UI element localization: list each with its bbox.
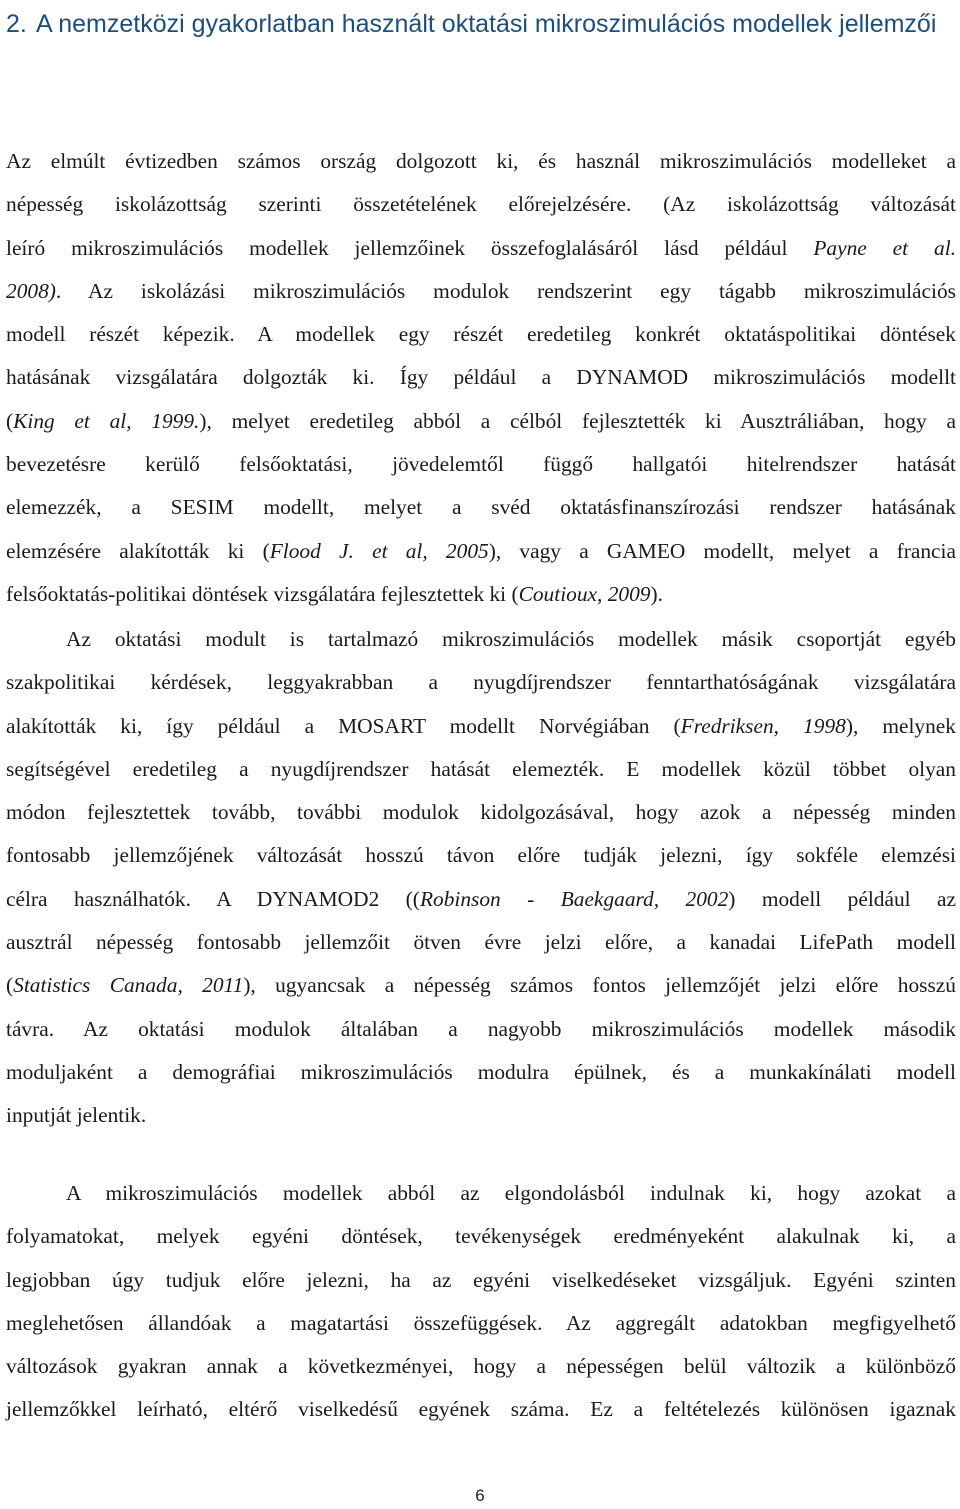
text-line: leíró mikroszimulációs modellek jellemzőinek összefoglalásáról lásd például Payne et al.	[6, 235, 956, 260]
citation: Flood J. et al, 2005	[269, 538, 489, 563]
paragraph-1	[6, 140, 956, 616]
text-line: távra. Az oktatási modulok általában a nagyobb mikroszimulációs modellek második	[6, 1016, 956, 1041]
page-number: 6	[475, 1486, 485, 1505]
text-line: elemezzék, a SESIM modellt, melyet a svéd oktatásfinanszírozási rendszer hatásának	[6, 495, 956, 520]
section-heading	[6, 0, 956, 48]
text-line: népesség iskolázottság szerinti összetételének előrejelzésére. (Az iskolázottság változását	[6, 192, 956, 217]
text-line: folyamatokat, melyek egyéni döntések, tevékenységek eredményeként alakulnak ki, a	[6, 1224, 956, 1249]
citation: 2008)	[6, 278, 56, 303]
text-line: moduljaként a demográfiai mikroszimulációs modulra épülnek, és a munkakínálati modell	[6, 1059, 956, 1084]
section-number: 2.	[6, 10, 27, 38]
text-line: (Statistics Canada, 2011), ugyancsak a népesség számos fontos jellemzőjét jelzi előre hosszú	[6, 973, 956, 998]
text-line: 2008). Az iskolázási mikroszimulációs modulok rendszerint egy tágabb mikroszimulációs	[6, 278, 956, 303]
text-line: inputját jelentik.	[6, 1103, 147, 1128]
text-line: legjobban úgy tudjuk előre jelezni, ha az egyéni viselkedéseket vizsgáljuk. Egyéni szinten	[6, 1267, 956, 1292]
text-line: meglehetősen állandóak a magatartási összefüggések. Az aggregált adatokban megfigyelhető	[6, 1310, 956, 1335]
text-line: ausztrál népesség fontosabb jellemzőit ötven évre jelzi előre, a kanadai LifePath modell	[6, 930, 956, 955]
text-line: jellemzőkkel leírható, eltérő viselkedésű egyének száma. Ez a feltételezés különösen igaznak	[6, 1397, 956, 1422]
citation: Payne et al.	[813, 235, 956, 260]
citation: King et al, 1999.	[13, 408, 200, 433]
text-line: célra használhatók. A DYNAMOD2 ((Robinson - Baekgaard, 2002) modell például az	[6, 886, 957, 911]
text-line: módon fejlesztettek tovább, további modulok kidolgozásával, hogy azok a népesség minden	[6, 800, 956, 825]
text-line: Az oktatási modult is tartalmazó mikroszimulációs modellek másik csoportját egyéb	[66, 627, 956, 651]
text-line: felsőoktatás-politikai döntések vizsgálatára fejlesztettek ki (Coutioux, 2009).	[6, 581, 663, 606]
citation: Fredriksen, 1998	[680, 713, 846, 738]
text-line: elemzésére alakították ki (Flood J. et al, 2005), vagy a GAMEO modellt, melyet a francia	[6, 538, 956, 563]
text-line: szakpolitikai kérdések, leggyakrabban a nyugdíjrendszer fenntarthatóságának vizsgálatára	[6, 670, 956, 695]
text-line: (King et al, 1999.), melyet eredetileg abból a célból fejlesztették ki Ausztráliában, hogy a	[6, 408, 956, 433]
citation: Coutioux, 2009	[518, 581, 651, 606]
text-line: bevezetésre kerülő felsőoktatási, jövedelemtől függő hallgatói hitelrendszer hatását	[6, 452, 956, 477]
text-line: fontosabb jellemzőjének változását hosszú távon előre tudják jelezni, így sokféle elemzési	[6, 843, 956, 868]
citation: Robinson - Baekgaard, 2002	[419, 886, 729, 911]
text-line: Az elmúlt évtizedben számos ország dolgozott ki, és használ mikroszimulációs modelleket a	[6, 149, 956, 173]
text-line: segítségével eredetileg a nyugdíjrendszer hatását elemezték. E modellek közül többet olyan	[6, 756, 956, 781]
text-line: A mikroszimulációs modellek abból az elgondolásból indulnak ki, hogy azokat a	[66, 1181, 956, 1205]
text-line: változások gyakran annak a következményei, hogy a népességen belül változik a különböző	[6, 1354, 956, 1379]
paragraph-2	[6, 618, 956, 1138]
text-line: modell részét képezik. A modellek egy részét eredetileg konkrét oktatáspolitikai döntések	[6, 322, 956, 347]
citation: Statistics Canada, 2011	[13, 973, 244, 998]
section-title: A nemzetközi gyakorlatban használt oktatási mikroszimulációs modellek jellemzői	[36, 10, 937, 38]
paragraph-3	[6, 1172, 956, 1432]
text-line: alakították ki, így például a MOSART modellt Norvégiában (Fredriksen, 1998), melynek	[6, 713, 956, 738]
text-line: hatásának vizsgálatára dolgozták ki. Így például a DYNAMOD mikroszimulációs modellt	[6, 365, 956, 390]
